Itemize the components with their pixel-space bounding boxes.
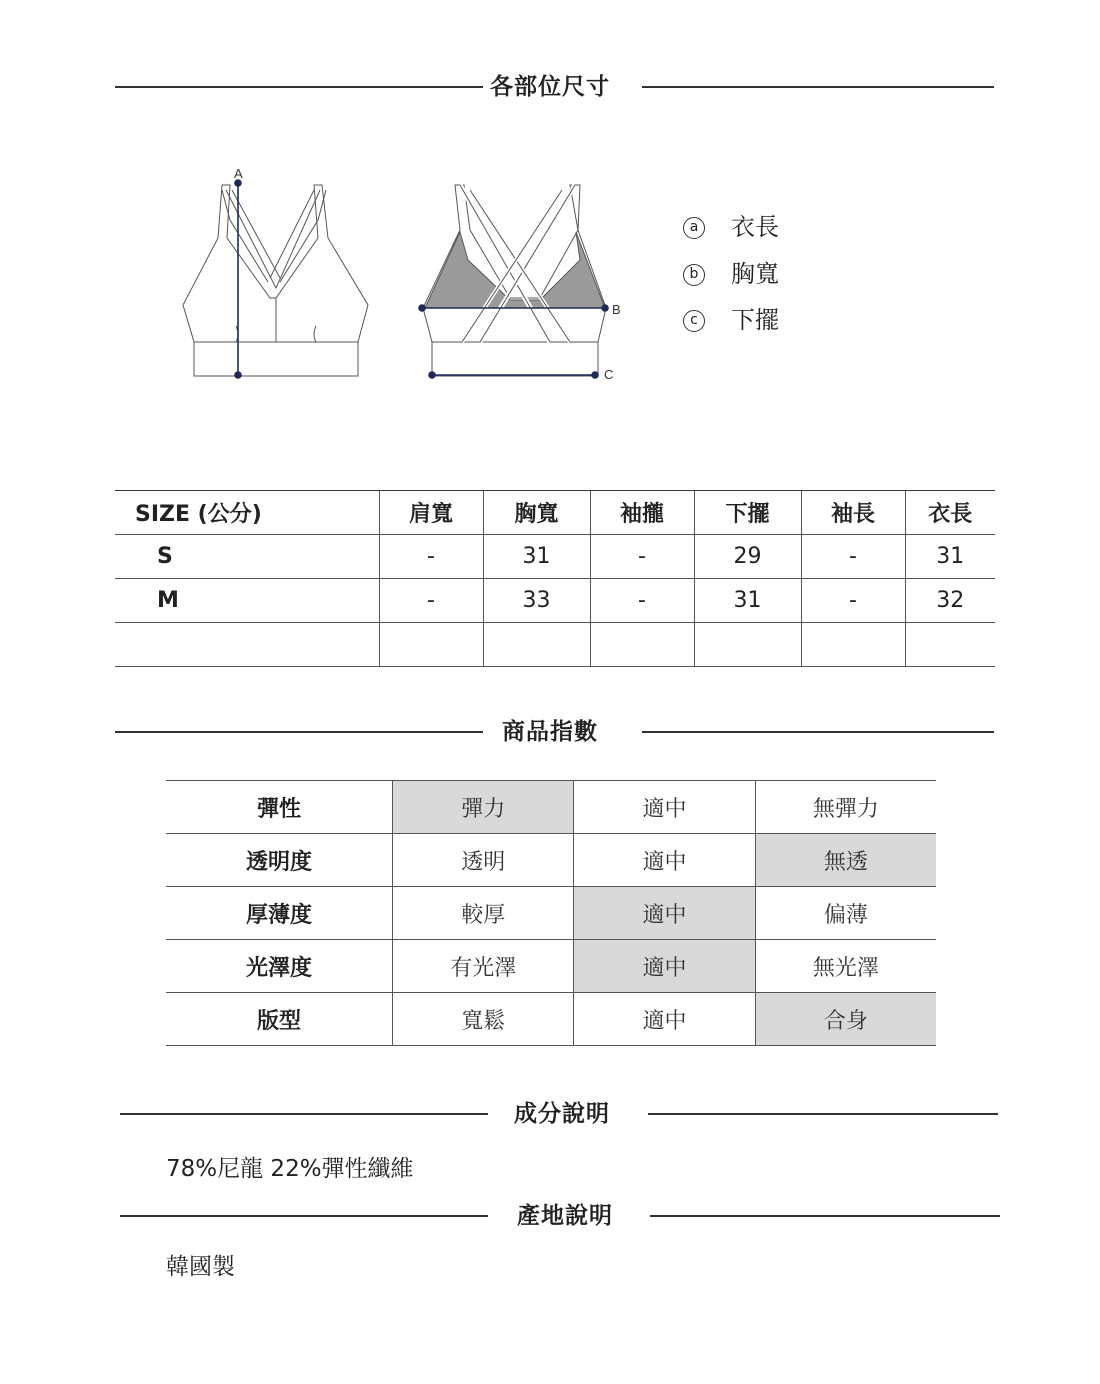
index-row-label: 版型: [166, 993, 393, 1046]
table-header-cell: 下擺: [694, 491, 801, 535]
index-option-cell: 透明: [393, 834, 574, 887]
divider-line: [642, 86, 994, 88]
table-row: [166, 993, 936, 1046]
table-cell: 31: [905, 535, 995, 579]
table-cell: -: [801, 535, 905, 579]
table-row: [115, 623, 995, 667]
marker-a-icon: a: [683, 217, 705, 239]
table-row: [166, 887, 936, 940]
table-header-row: [115, 491, 995, 535]
marker-c-icon: c: [683, 310, 705, 332]
table-header-cell: 袖長: [801, 491, 905, 535]
table-cell: -: [590, 579, 694, 623]
marker-b-icon: b: [683, 264, 705, 286]
point-b-dot: [602, 305, 608, 311]
table-cell: 29: [694, 535, 801, 579]
table-cell: 32: [905, 579, 995, 623]
index-option-cell: 無彈力: [755, 781, 936, 834]
section-title: 商品指數: [502, 719, 598, 745]
legend-item-length: [683, 207, 779, 242]
garment-diagram: [150, 150, 630, 390]
size-label: [115, 623, 379, 667]
index-option-cell: 較厚: [393, 887, 574, 940]
section-header-material: [0, 1094, 1100, 1134]
table-row: [166, 834, 936, 887]
table-cell: [905, 623, 995, 667]
section-title: 成分說明: [514, 1101, 610, 1127]
table-cell: [590, 623, 694, 667]
table-row: [166, 940, 936, 993]
table-cell: [694, 623, 801, 667]
index-row-label: 透明度: [166, 834, 393, 887]
table-cell: -: [379, 579, 483, 623]
index-option-cell: 適中: [574, 834, 755, 887]
section-header-measurements: [0, 67, 1100, 107]
table-cell: -: [801, 579, 905, 623]
table-cell: 31: [694, 579, 801, 623]
table-cell: 33: [483, 579, 590, 623]
divider-line: [650, 1215, 1000, 1217]
table-cell: -: [379, 535, 483, 579]
legend-item-chest: [683, 254, 779, 289]
table-header-cell: SIZE (公分): [115, 491, 379, 535]
front-view-illustration: [183, 185, 368, 376]
size-table: [115, 490, 995, 667]
table-cell: -: [590, 535, 694, 579]
table-header-cell: 袖攏: [590, 491, 694, 535]
table-row: [115, 579, 995, 623]
index-option-cell: 適中: [574, 993, 755, 1046]
divider-line: [648, 1113, 998, 1115]
section-title: 產地說明: [517, 1203, 613, 1229]
index-option-cell: 無透: [755, 834, 936, 887]
table-header-cell: 胸寬: [483, 491, 590, 535]
index-option-cell: 有光澤: [393, 940, 574, 993]
size-label: M: [115, 579, 379, 623]
table-row: [166, 781, 936, 834]
index-option-cell: 適中: [574, 887, 755, 940]
section-title: 各部位尺寸: [490, 74, 610, 100]
index-row-label: 彈性: [166, 781, 393, 834]
table-cell: [483, 623, 590, 667]
index-option-cell: 彈力: [393, 781, 574, 834]
legend-label: 下擺: [731, 306, 779, 334]
point-b-start-dot: [419, 305, 425, 311]
label-b: B: [612, 302, 621, 317]
index-option-cell: 寬鬆: [393, 993, 574, 1046]
index-option-cell: 適中: [574, 940, 755, 993]
product-index-table: [166, 780, 936, 1046]
legend-item-hem: [683, 300, 779, 335]
index-option-cell: 偏薄: [755, 887, 936, 940]
table-header-cell: 衣長: [905, 491, 995, 535]
point-c-dot: [592, 372, 598, 378]
index-option-cell: 合身: [755, 993, 936, 1046]
point-c-start-dot: [429, 372, 435, 378]
point-a-end-dot: [235, 372, 241, 378]
table-cell: 31: [483, 535, 590, 579]
section-header-index: [0, 712, 1100, 752]
label-c: C: [604, 367, 614, 382]
index-option-cell: 適中: [574, 781, 755, 834]
label-a: A: [234, 166, 243, 181]
material-text: 78%尼龍 22%彈性纖維: [166, 1156, 414, 1182]
origin-text: 韓國製: [166, 1254, 235, 1280]
index-row-label: 光澤度: [166, 940, 393, 993]
legend-label: 胸寬: [731, 260, 779, 288]
table-row: [115, 535, 995, 579]
table-header-cell: 肩寬: [379, 491, 483, 535]
divider-line: [642, 731, 994, 733]
section-header-origin: [0, 1196, 1100, 1236]
table-cell: [379, 623, 483, 667]
index-option-cell: 無光澤: [755, 940, 936, 993]
index-row-label: 厚薄度: [166, 887, 393, 940]
size-label: S: [115, 535, 379, 579]
table-cell: [801, 623, 905, 667]
legend-label: 衣長: [731, 213, 779, 241]
back-view-illustration: [423, 185, 606, 376]
